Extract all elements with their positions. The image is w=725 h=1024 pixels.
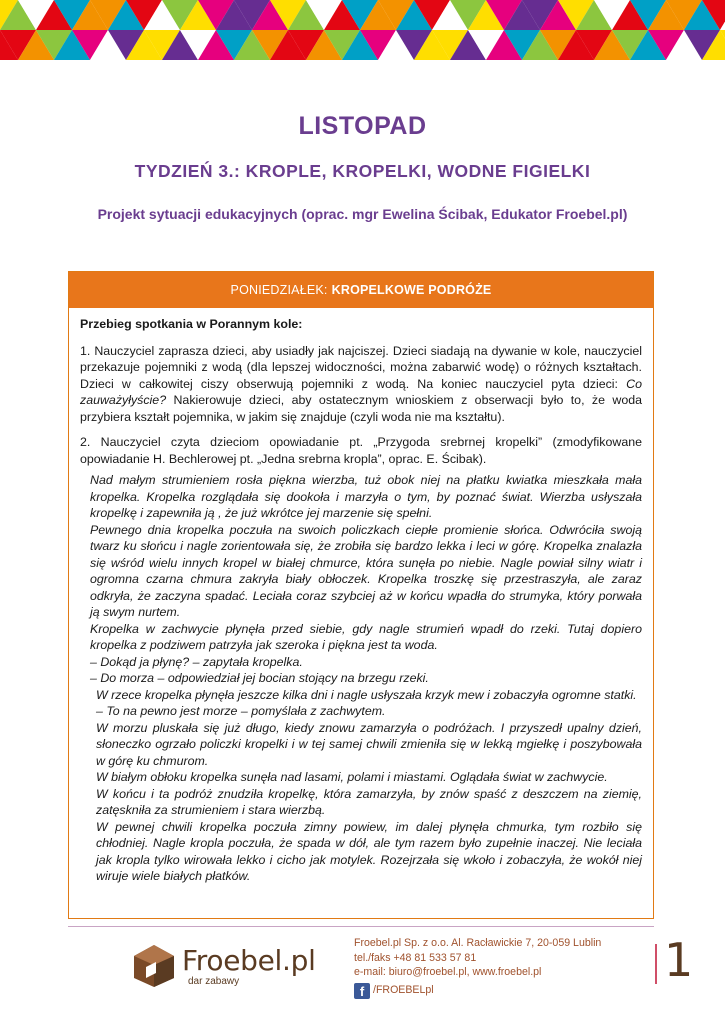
day-header (69, 272, 653, 308)
logo-name: Froebel.pl (182, 944, 316, 977)
point1-question: Co zauważyłyście? (80, 376, 642, 407)
story-text (80, 472, 642, 885)
week-title: TYDZIEŃ 3.: KROPLE, KROPELKI, WODNE FIGIELKI (134, 161, 591, 181)
story-paragraph: – To na pewno jest morze – pomyślała z zachwytem. (96, 704, 386, 718)
lesson-point-2: 2. Nauczyciel czyta dzieciom opowiadanie pt. „Przygoda srebrnej kropelki” (zmodyfikowane opowiadanie H. Bechlerowej pt. „Jedna srebrna kropla”, oprac. E. Ścibak). (80, 435, 642, 466)
email-line[interactable]: e-mail: biuro@froebel.pl, www.froebel.pl (354, 966, 542, 978)
section-heading: Przebieg spotkania w Porannym kole: (80, 317, 303, 331)
point1-text-a: 1. Nauczyciel zaprasza dzieci, aby usiadły jak najciszej. Dzieci siadają na dywanie w kole, nauczyciel przekazuje pojemniki z wodą (dla lepszej widoczności, można zabarwić wodę) o różnych kształtach. Dzieci w całkowitej ciszy obserwują pojemniki z wodą. Na koniec nauczyciel pyta dzieci: (80, 343, 642, 391)
day-label: PONIEDZIAŁEK: (230, 283, 328, 297)
phone-line: tel./faks +48 81 533 57 81 (354, 951, 477, 964)
logo-tagline: dar zabawy (188, 976, 240, 987)
story-paragraph: W rzece kropelka płynęła jeszcze kilka dni i nagle usłyszała krzyk mew i zobaczyła ogromne statki. (96, 687, 637, 702)
page-number: 1 (664, 933, 694, 987)
facebook-label: /FROEBELpl (373, 984, 434, 997)
story-paragraph: Kropelka w zachwycie płynęła przed siebie, gdy nagle strumień wpadł do rzeki. Tutaj dopiero kropelka z podziwem patrzyła jak szeroka i piękna jest ta woda. (90, 621, 642, 652)
story-paragraph: W białym obłoku kropelka sunęła nad lasami, polami i miastami. Oglądała świat w zachwycie. (96, 770, 608, 784)
story-paragraph: W końcu i ta podróż znudziła kropelkę, która zamarzyła, by znów spaść z deszczem na ziemię, zatęskniła za strumieniem i stara wierzbą. (96, 786, 642, 817)
story-paragraph: – Dokąd ja płynę? – zapytała kropelka. (90, 654, 303, 669)
story-paragraph: W pewnej chwili kropelka poczuła zimny powiew, im dalej płynęła chmurka, tym rozbiło się chłodniej. Nagle kropla poczuła, że spada w dół, ale tym razem było zupełnie inaczej. Nie leciała jak kropla tylko wirowała lekko i cicho jak motylek. Rozejrzała się wkoło i zobaczyła, że wokół niej wiruje wiele białych płatków. (96, 819, 642, 883)
day-title: KROPELKOWE PODRÓŻE (331, 283, 492, 297)
page-number-divider (655, 944, 657, 984)
decorative-triangle-banner (0, 0, 725, 60)
address-line: Froebel.pl Sp. z o.o. Al. Racławickie 7, 20-059 Lublin (354, 937, 602, 949)
story-paragraph: Pewnego dnia kropelka poczuła na swoich policzkach ciepłe promienie słońca. Odwróciła swoją twarz ku słońcu i nagle zorientowała się, że zrobiła się bardzo lekka i leci w górę. Kropelka znalazła się wśród wielu innych kropel w białej chmurce, która sunęła po niebie. Nagle powiał silny wiatr i ogromna czarna chmura zakryła biały obłoczek. Kropelka troszkę się przestraszyła, ale zaraz odkryła, że zaczyna spadać. Leciała coraz szybciej aż w końcu wpadła do strumyka, który porwała ją swym nurtem. (90, 522, 642, 619)
company-contact (354, 936, 601, 999)
lesson-point-1 (80, 343, 642, 426)
lesson-box (68, 271, 654, 919)
page-title: LISTOPAD (298, 112, 427, 140)
froebel-logo[interactable] (132, 943, 316, 993)
facebook-icon: f (354, 983, 370, 999)
lesson-body (69, 308, 653, 885)
footer-divider (68, 926, 654, 927)
story-paragraph: – Do morza – odpowiedział jej bocian stojący na brzegu rzeki. (90, 671, 429, 685)
story-paragraph: Nad małym strumieniem rosła piękna wierzba, tuż obok niej na płatku kwiatka mieszkała mała kropelka. Kropelka rozglądała się dookoła i marzyła o tym, by poznać świat. Wierzba usłyszała kropelkę i zapewniła ją , że już wkrótce jej marzenie się spełni. (90, 473, 642, 520)
facebook-link[interactable] (354, 983, 601, 999)
story-paragraph: W morzu pluskała się już długo, kiedy znowu zamarzyła o podróżach. I przyszedł upalny dzień, słoneczko ogrzało policzki kropelki i w tej samej chwili zmieniła się w lekką mgiełkę i poszybowała w górę ku chmurom. (96, 720, 642, 768)
project-subtitle: Projekt sytuacji edukacyjnych (oprac. mgr Ewelina Ścibak, Edukator Froebel.pl) (97, 206, 628, 222)
point1-text-b: Nakierowuje dzieci, aby ostatecznym wnioskiem z obserwacji było to, że woda przybiera kształt pojemnika, w jakim się znajduje (czyli woda nie ma kształtu). (80, 393, 642, 424)
house-icon (132, 943, 176, 989)
